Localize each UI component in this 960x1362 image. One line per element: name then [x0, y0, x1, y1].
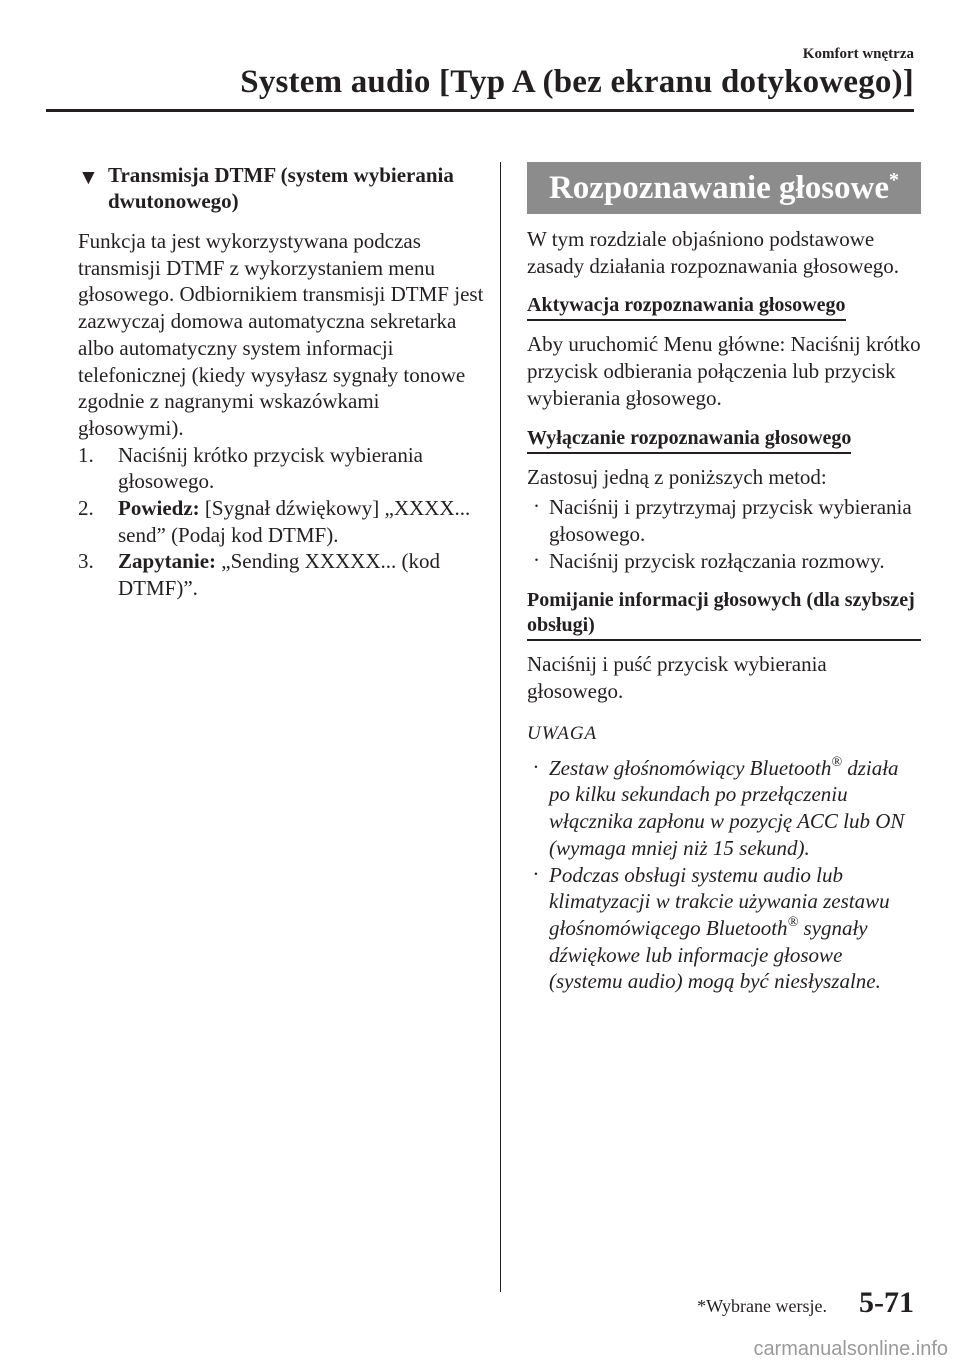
step-item [78, 548, 484, 601]
header-rule [46, 109, 914, 112]
step-label: Powiedz: [118, 496, 200, 521]
dtmf-steps [78, 442, 484, 602]
section-banner-text: Rozpoznawanie głosowe [548, 170, 890, 206]
registered-mark: ® [787, 914, 799, 930]
step-label: Zapytanie: [118, 549, 217, 574]
activation-text: Aby uruchomić Menu główne: Naciśnij krótko przycisk odbierania połączenia lub przycisk wybierania głosowego. [527, 332, 921, 410]
deactivation-heading: Wyłączanie rozpoznawania głosowego [527, 426, 851, 454]
list-item-text: Naciśnij przycisk rozłączania rozmowy. [549, 548, 885, 573]
dtmf-heading [78, 162, 484, 214]
note-text: działa po kilku sekundach po przełączeniu włącznika zapłonu w pozycję ACC lub ON (wymaga mniej niż 15 sekund). [549, 755, 905, 860]
step-number: 3. [78, 549, 94, 574]
note-text: Zestaw głośnomówiący Bluetooth [549, 755, 832, 780]
page-title: System audio [Typ A (bez ekranu dotykowego)] [240, 64, 914, 100]
note-title: UWAGA [527, 722, 598, 744]
note-text: sygnały dźwiękowe lub informacje głosowe (systemu audio) mogą być niesłyszalne. [549, 915, 881, 994]
section-banner [527, 162, 921, 214]
deactivation-list [527, 494, 921, 574]
dtmf-paragraph: Funkcja ta jest wykorzystywana podczas transmisji DTMF z wykorzystaniem menu głosowego. Odbiornikiem transmisji DTMF jest zazwyczaj domowa automatyczna sekretarka albo automatyczny system informacji telefonicznej (kiedy wysyłasz sygnały tonowe zgodnie z nagranymi wskazówkami głosowymi). [78, 229, 484, 440]
voice-intro: W tym rozdziale objaśniono podstawowe zasady działania rozpoznawania głosowego. [527, 227, 900, 278]
right-column [527, 162, 921, 995]
step-text: Naciśnij krótko przycisk wybierania głosowego. [118, 442, 423, 494]
section-banner-asterisk: * [889, 169, 900, 191]
bullet-dot: · [533, 494, 540, 519]
step-item [78, 442, 484, 495]
skip-text: Naciśnij i puść przycisk wybierania głosowego. [527, 652, 827, 704]
step-item [78, 495, 484, 548]
footnote: *Wybrane wersje. [697, 1296, 827, 1316]
step-number: 1. [78, 442, 94, 467]
bullet-dot: · [533, 754, 539, 779]
header-section: Komfort wnętrza [802, 46, 914, 62]
registered-mark: ® [831, 754, 842, 770]
deactivation-text: Zastosuj jedną z poniższych metod: [527, 464, 827, 489]
dtmf-heading-text: Transmisja DTMF (system wybierania dwutonowego) [108, 163, 454, 213]
step-text: „Sending XXXXX... (kod DTMF)”. [118, 549, 440, 601]
left-column [78, 162, 484, 602]
bullet-dot: · [533, 547, 540, 572]
bullet-dot: · [533, 861, 539, 886]
step-text: [Sygnał dźwiękowy] „XXXX... send” (Podaj kod DTMF). [118, 496, 471, 547]
activation-heading: Aktywacja rozpoznawania głosowego [527, 293, 846, 321]
note-item [527, 862, 921, 996]
watermark: carmanualsonline.info [753, 1338, 948, 1360]
note-list [527, 755, 921, 995]
note-text: Podczas obsługi systemu audio lub klimatyzacji w trakcie używania zestawu głośnomówiącego Bluetooth [549, 862, 890, 940]
skip-heading: Pomijanie informacji głosowych (dla szybszej obsługi) [527, 588, 921, 641]
step-number: 2. [78, 496, 94, 521]
column-divider [500, 162, 501, 1292]
list-item-text: Naciśnij i przytrzymaj przycisk wybierania głosowego. [549, 495, 912, 546]
note-item [527, 755, 921, 862]
page-number: 5-71 [859, 1286, 914, 1319]
list-item [527, 494, 921, 547]
triangle-icon: ▼ [78, 165, 99, 189]
list-item [527, 548, 921, 575]
